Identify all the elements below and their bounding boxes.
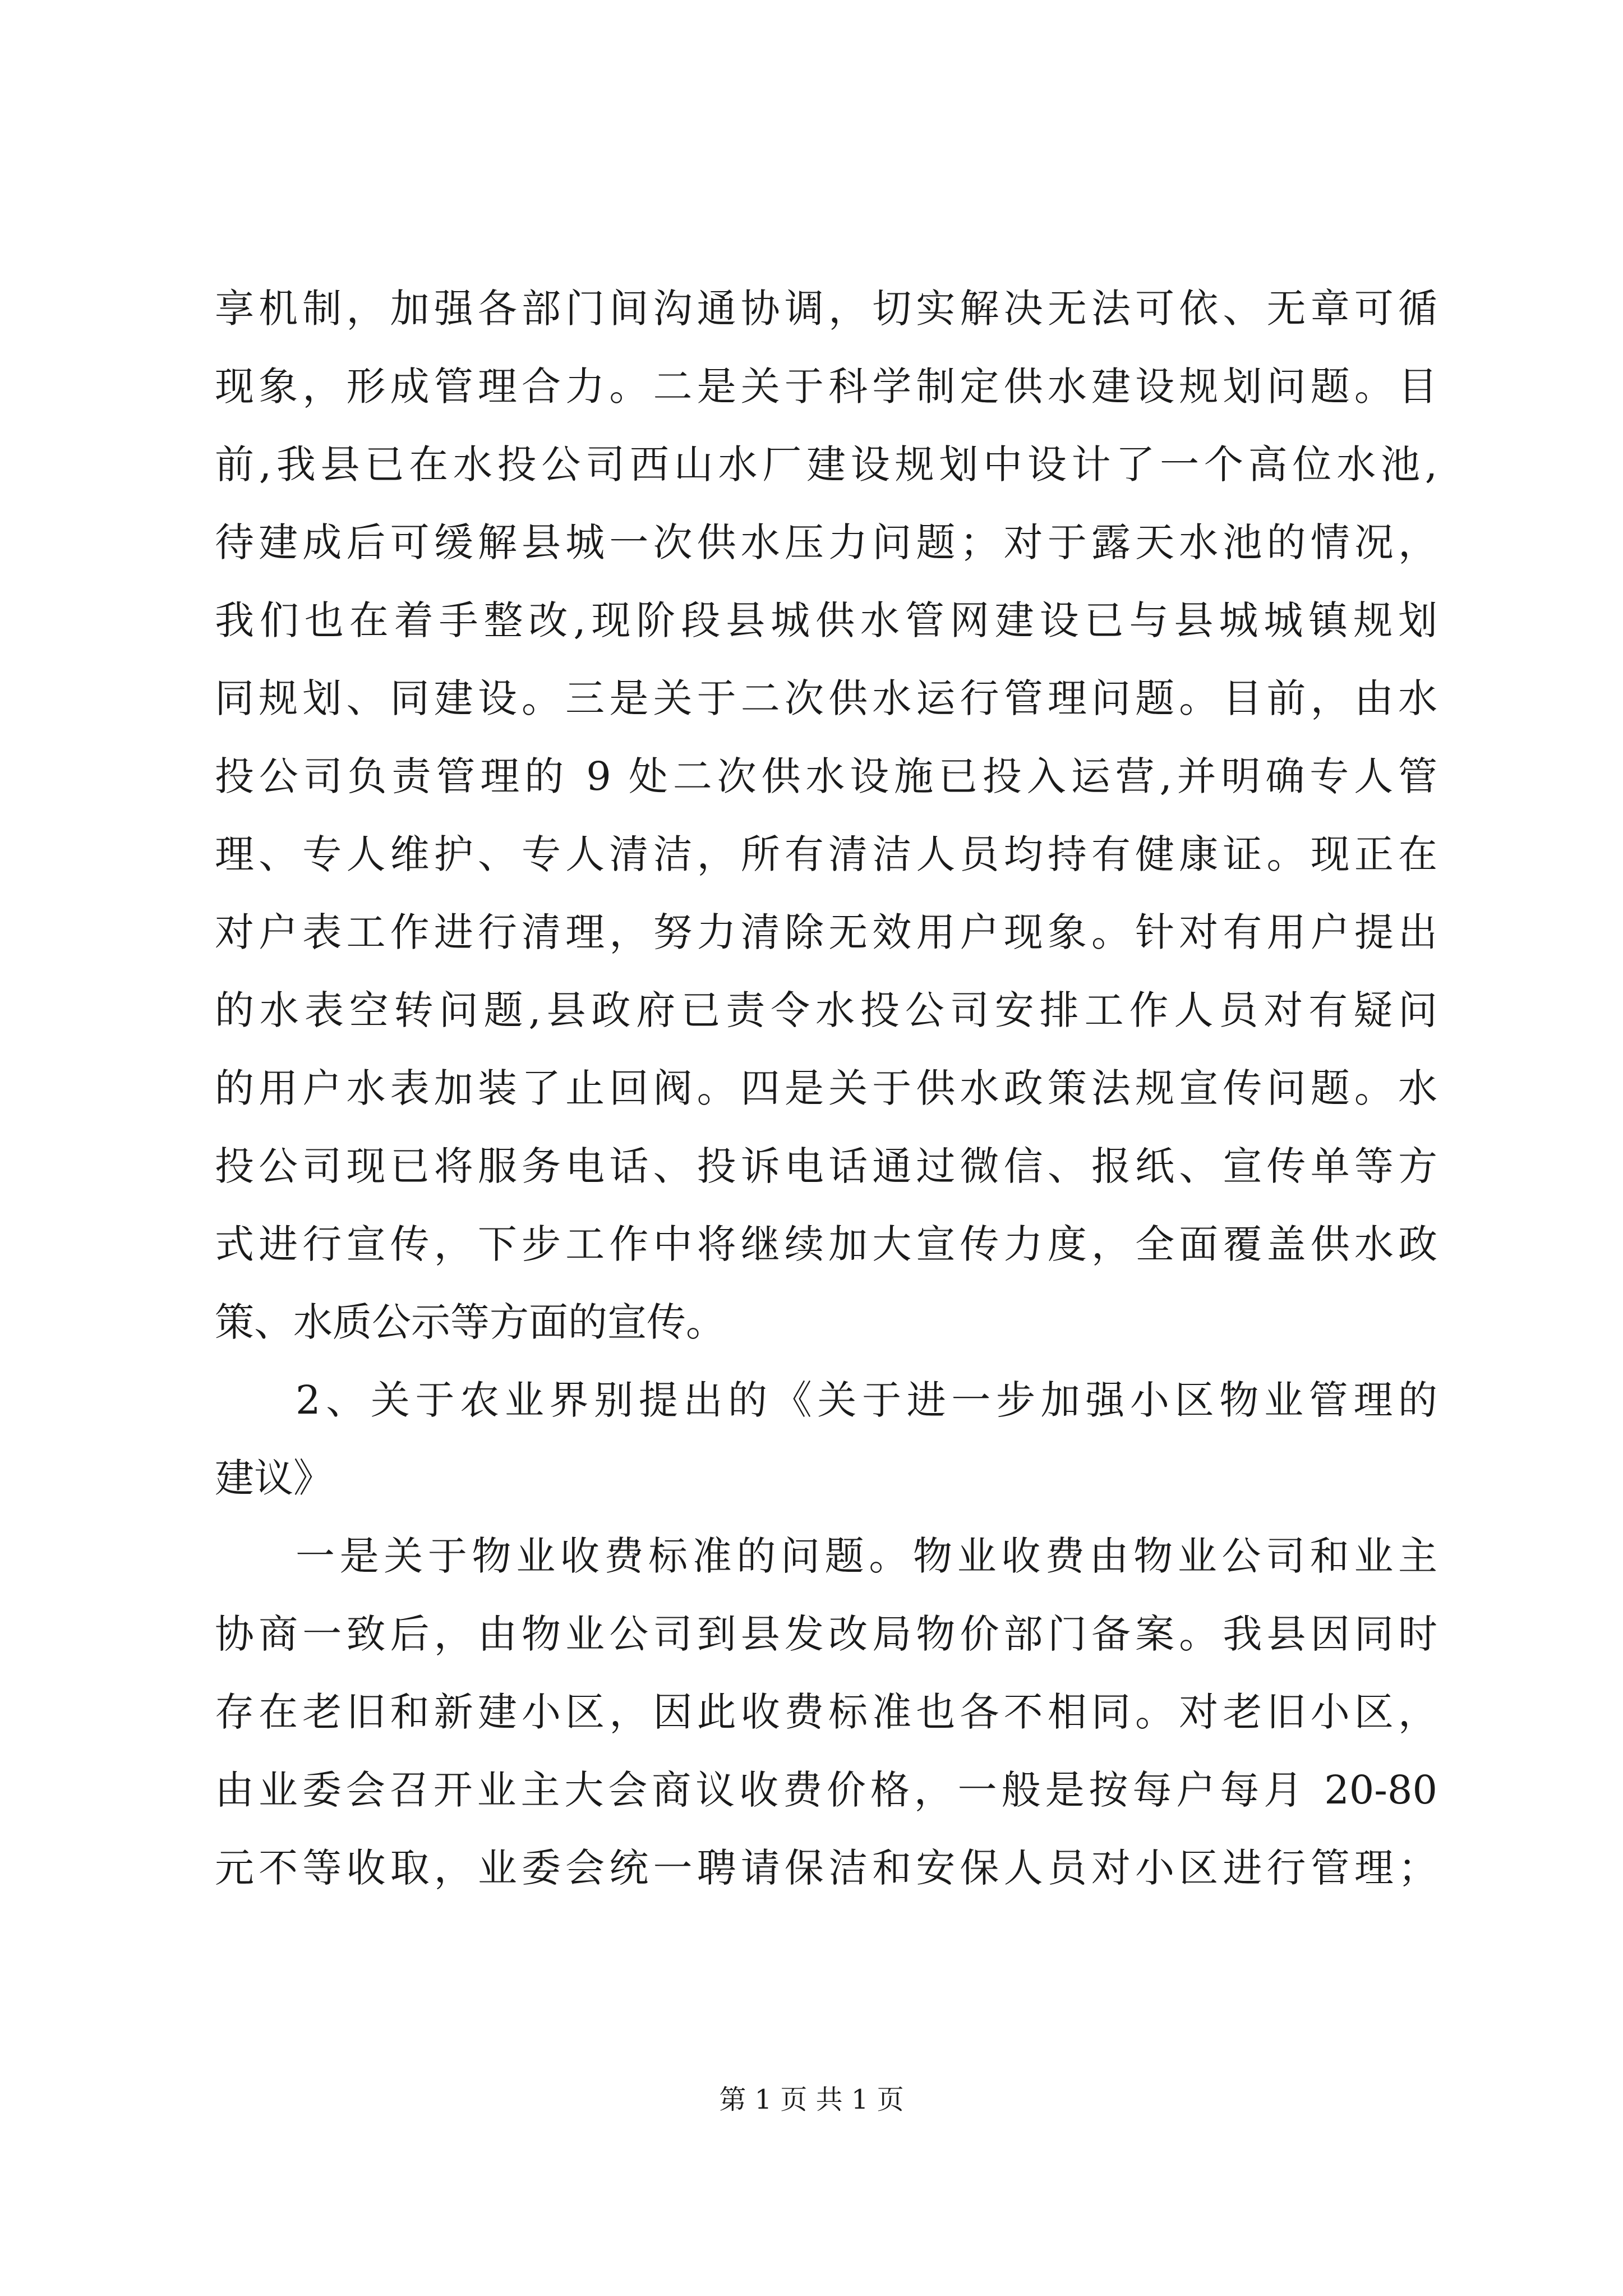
body-line: 策、水质公示等方面的宣传。	[215, 1299, 725, 1345]
body-line: 同规划、同建设。三是关于二次供水运行管理问题。目前，由水	[215, 675, 1437, 721]
body-line: 理、专人维护、专人清洁，所有清洁人员均持有健康证。现正在	[215, 831, 1437, 877]
body-line: 元不等收取，业委会统一聘请保洁和安保人员对小区进行管理；	[215, 1845, 1437, 1891]
body-line: 的水表空转问题,县政府已责令水投公司安排工作人员对有疑问	[215, 987, 1437, 1033]
body-line: 享机制，加强各部门间沟通协调，切实解决无法可依、无章可循	[215, 286, 1437, 332]
section-heading-line: 2、关于农业界别提出的《关于进一步加强小区物业管理的	[296, 1377, 1437, 1423]
body-line: 协商一致后，由物业公司到县发改局物价部门备案。我县因同时	[215, 1611, 1437, 1657]
body-line: 式进行宣传，下步工作中将继续加大宣传力度，全面覆盖供水政	[215, 1221, 1437, 1267]
body-line: 现象，形成管理合力。二是关于科学制定供水建设规划问题。目	[215, 364, 1437, 409]
body-line: 对户表工作进行清理，努力清除无效用户现象。针对有用户提出	[215, 909, 1437, 955]
body-line: 投公司负责管理的 9 处二次供水设施已投入运营,并明确专人管	[215, 753, 1437, 799]
page-footer: 第 1 页 共 1 页	[719, 2084, 904, 2115]
body-line: 存在老旧和新建小区，因此收费标准也各不相同。对老旧小区，	[215, 1689, 1437, 1735]
body-line: 我们也在着手整改,现阶段县城供水管网建设已与县城城镇规划	[215, 597, 1437, 643]
body-line: 待建成后可缓解县城一次供水压力问题；对于露天水池的情况，	[215, 519, 1437, 565]
body-line: 前,我县已在水投公司西山水厂建设规划中设计了一个高位水池,	[215, 441, 1437, 487]
body-line: 的用户水表加装了止回阀。四是关于供水政策法规宣传问题。水	[215, 1065, 1437, 1111]
section-heading-line: 建议》	[215, 1455, 333, 1501]
body-line: 由业委会召开业主大会商议收费价格，一般是按每户每月 20-80	[215, 1767, 1437, 1813]
body-line: 一是关于物业收费标准的问题。物业收费由物业公司和业主	[296, 1533, 1437, 1579]
body-line: 投公司现已将服务电话、投诉电话通过微信、报纸、宣传单等方	[215, 1143, 1437, 1189]
